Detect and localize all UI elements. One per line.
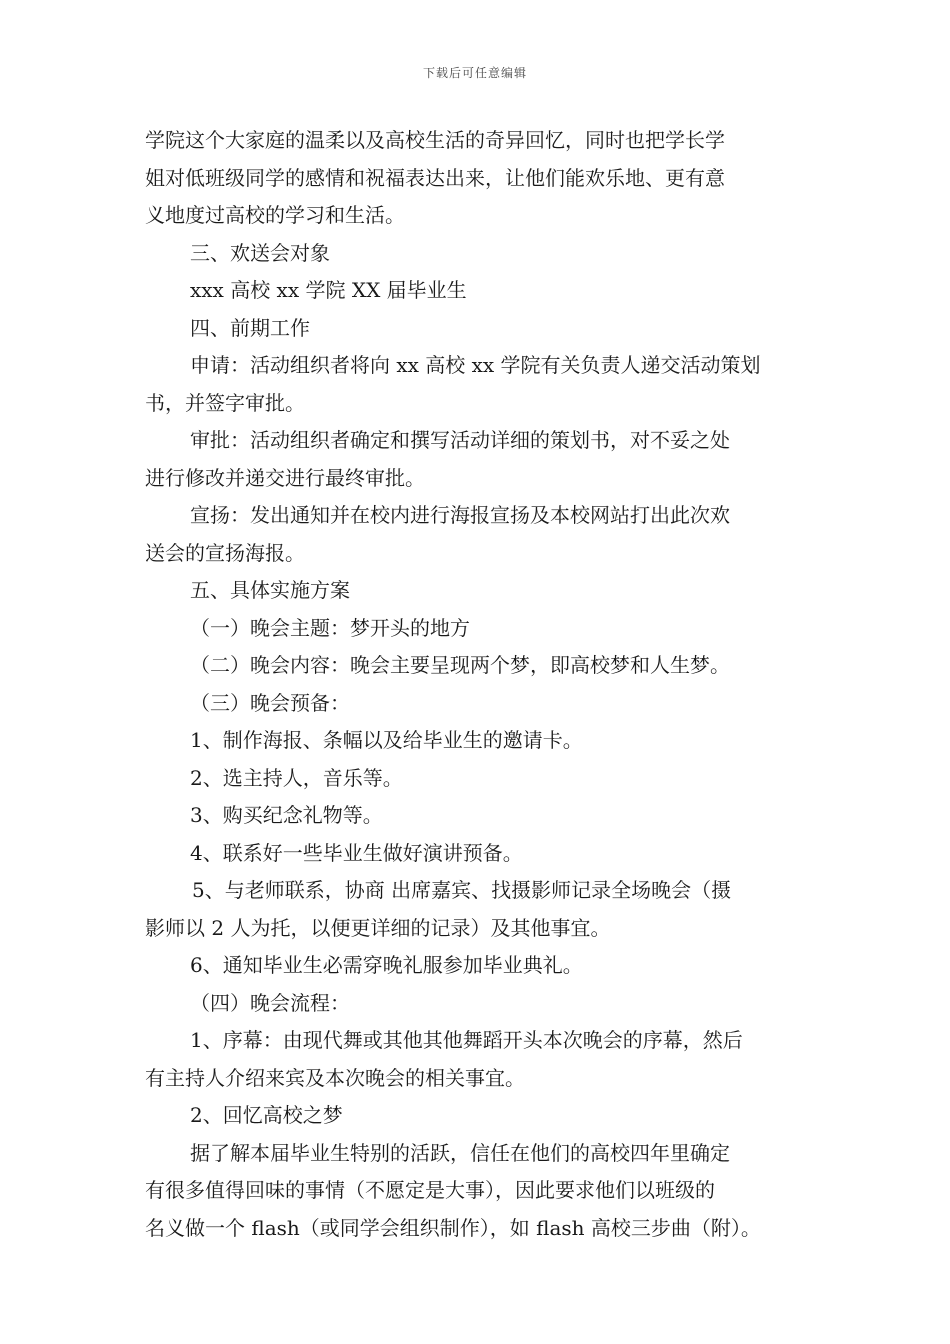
paragraph-line: 有很多值得回味的事情（不愿定是大事），因此要求他们以班级的 (145, 1178, 715, 1202)
section-heading: 三、欢送会对象 (190, 240, 330, 265)
list-item: 2、选主持人，音乐等。 (190, 765, 403, 790)
paragraph-line: 名义做一个 flash（或同学会组织制作），如 flash 高校三步曲（附）。 (145, 1215, 761, 1240)
list-item: 4、联系好一些毕业生做好演讲预备。 (190, 840, 523, 865)
list-item: 1、制作海报、条幅以及给毕业生的邀请卡。 (190, 728, 583, 752)
paragraph-line: 申请：活动组织者将向 xx 高校 xx 学院有关负责人递交活动策划 (190, 353, 761, 377)
paragraph-line: 宣扬：发出通知并在校内进行海报宣扬及本校网站打出此次欢 (190, 503, 730, 527)
paragraph-line: 有主持人介绍来宾及本次晚会的相关事宜。 (145, 1065, 525, 1090)
paragraph-line: 学院这个大家庭的温柔以及高校生活的奇异回忆，同时也把学长学 (145, 128, 725, 152)
paragraph-line: 审批：活动组织者确定和撰写活动详细的策划书，对不妥之处 (190, 428, 730, 452)
document-body (145, 122, 815, 1247)
paragraph-line: 据了解本届毕业生特别的活跃，信任在他们的高校四年里确定 (190, 1140, 730, 1165)
paragraph-line: 进行修改并递交进行最终审批。 (145, 465, 425, 490)
section-heading: 五、具体实施方案 (190, 578, 350, 602)
list-item: 1、序幕：由现代舞或其他其他舞蹈开头本次晚会的序幕，然后 (190, 1028, 743, 1052)
list-item: 5、与老师联系，协商 出席嘉宾、找摄影师记录全场晚会（摄 (192, 878, 732, 902)
subsection-line: （三）晚会预备： (190, 690, 350, 715)
section-heading: 四、前期工作 (190, 315, 310, 340)
paragraph-line: 义地度过高校的学习和生活。 (145, 203, 405, 227)
subsection-line: （一）晚会主题：梦开头的地方 (190, 615, 470, 640)
page-header: 下载后可任意编辑 (422, 66, 527, 80)
paragraph-line: 姐对低班级同学的感情和祝福表达出来，让他们能欢乐地、更有意 (145, 165, 725, 190)
subsection-line: （二）晚会内容：晚会主要呈现两个梦，即高校梦和人生梦。 (190, 653, 730, 677)
list-item: 2、回忆高校之梦 (190, 1103, 343, 1127)
list-item: 6、通知毕业生必需穿晚礼服参加毕业典礼。 (190, 953, 583, 977)
paragraph-line: 送会的宣扬海报。 (145, 540, 305, 565)
paragraph-line: 影师以 2 人为托，以便更详细的记录）及其他事宜。 (145, 915, 611, 940)
list-item: 3、购买纪念礼物等。 (190, 803, 383, 827)
paragraph-line: xxx 高校 xx 学院 XX 届毕业生 (190, 278, 467, 302)
paragraph-line: 书，并签字审批。 (145, 390, 305, 415)
subsection-line: （四）晚会流程： (190, 990, 350, 1015)
